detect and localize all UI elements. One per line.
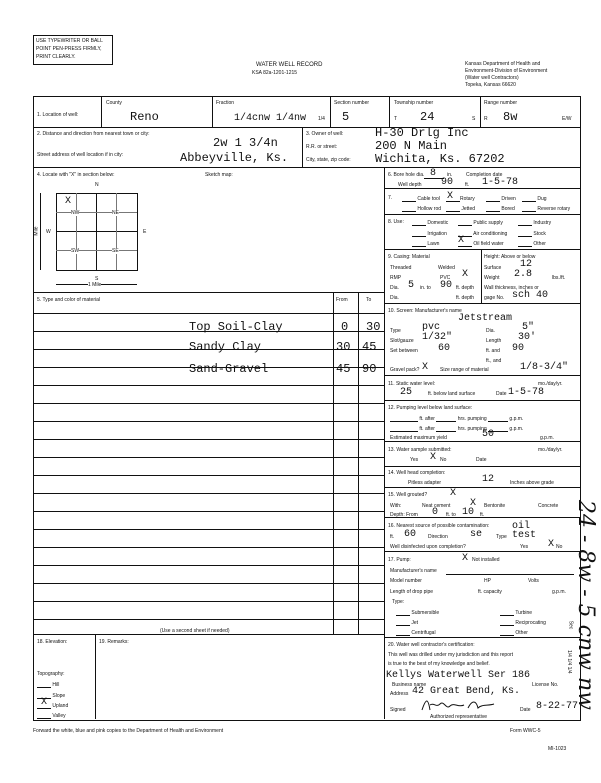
pumping-label: 12. Pumping level below land surface: — [388, 405, 473, 411]
head-value: 12 — [482, 474, 495, 485]
topo-label: Topography: — [37, 671, 65, 677]
pump-mfr: Manufacturer's name — [390, 568, 437, 574]
pump-ft-capacity: ft. capacity — [478, 589, 502, 595]
township-label: Township number — [394, 100, 434, 106]
pitless-label: Pitless adapter — [408, 480, 442, 486]
sample-yes: Yes — [410, 457, 419, 463]
contam-ft: ft. — [390, 534, 395, 540]
material-row-1-from: 0 — [341, 320, 349, 334]
mile-label: Mile — [33, 226, 40, 236]
agency-line-1: Kansas Department of Health and — [465, 61, 541, 67]
elevation-label: 18. Elevation: — [37, 639, 68, 645]
auth-label: Authorized representative — [430, 714, 487, 720]
surface-value: 12 — [520, 259, 533, 270]
size-value: 1/8-3/4" — [520, 362, 569, 373]
casing-dia: 5 — [408, 280, 415, 291]
weight-label: Weight — [484, 275, 500, 281]
head-label: 14. Well head completion: — [388, 470, 446, 476]
section-value: 5 — [342, 110, 350, 124]
pump-gpm: g.p.m. — [552, 589, 566, 595]
range-r: R — [484, 116, 488, 122]
screen-label: 10. Screen: Manufacturer's name — [388, 308, 462, 314]
use-lawn: Lawn — [412, 240, 439, 247]
business-label: Business name — [392, 682, 427, 688]
locate-label: 4. Locate with "X" in section below: — [37, 172, 115, 178]
margin-handwriting: 24 - 8w - 5 cnw nw — [573, 500, 598, 710]
topo-slope: Slope — [37, 692, 65, 699]
dia2-label: Dia. — [390, 295, 399, 301]
township-t: T — [394, 116, 398, 122]
county-label: County — [106, 100, 122, 106]
height-label: Height: Above or below — [484, 254, 536, 260]
address-label: Address — [390, 691, 409, 697]
notice-line-3: PRINT CLEARLY. — [36, 54, 76, 60]
pump-label: 17. Pump: — [388, 557, 411, 563]
static-date-label: Date — [496, 391, 507, 397]
topo-valley: Valley — [37, 712, 66, 719]
use-public: Public supply — [458, 219, 503, 226]
weight-value: 2.8 — [514, 269, 533, 280]
ft-depth-2-label: ft. depth — [456, 295, 475, 301]
one-mile-label: 1 Mile — [88, 282, 102, 288]
ft-and-2-label: ft., and — [486, 358, 502, 364]
depth-label: Well depth — [398, 182, 422, 188]
gage-value: sch 40 — [512, 290, 549, 301]
from-label: From — [336, 297, 348, 303]
signed-label: Signed — [390, 707, 406, 713]
form-frame — [33, 96, 581, 721]
section-label: Section number — [334, 100, 370, 106]
rmp-label: RMP — [390, 275, 402, 281]
sample-date: Date — [476, 457, 487, 463]
use-industry: Industry — [518, 219, 551, 226]
fraction-label: Fraction — [216, 100, 235, 106]
set-label: Set between — [390, 348, 418, 354]
material-row-2-to: 45 — [362, 340, 377, 354]
to-label: To — [366, 297, 372, 303]
static-date: 1-5-78 — [508, 387, 545, 398]
grout-neat: Neat cement — [422, 503, 451, 509]
size-label: Size range of material — [440, 367, 489, 373]
material-row-2: Sandy Clay — [189, 340, 262, 354]
bore-value: 8 — [430, 168, 437, 179]
notice-box — [33, 35, 113, 65]
contam-direction-label: Direction — [428, 534, 448, 540]
drilling-label: 7. — [388, 195, 393, 201]
cert-address: 42 Great Bend, Ks. — [412, 686, 521, 697]
agency-line-4: Topeka, Kansas 66620 — [465, 82, 516, 88]
pump-drop: Length of drop pipe — [390, 589, 434, 595]
casing-to: 90 — [440, 280, 453, 291]
pump-centrifugal: Centrifugal — [396, 629, 436, 636]
contam-type: oil test — [512, 521, 537, 541]
pump-not-installed: Not installed — [472, 557, 500, 563]
footer-forward: Forward the white, blue and pink copies to the Department of Health and Environment — [33, 728, 224, 734]
pump-hp: HP — [484, 578, 491, 584]
slot-label: Slot/gauze — [390, 338, 414, 344]
compass-w: W — [46, 229, 51, 235]
contam-direction: se — [470, 529, 483, 540]
sketch-label: Sketch map: — [205, 172, 233, 178]
distance-label: 2. Distance and direction from nearest town or city: — [37, 131, 150, 137]
fraction-tail: 1/4 — [318, 116, 325, 122]
margin-sec: Sec — [567, 620, 574, 630]
length-label: Length — [486, 338, 502, 344]
material-row-3-to: 90 — [362, 362, 377, 376]
pump-type: Type: — [392, 599, 405, 605]
static-mo: mo./day/yr. — [538, 381, 563, 387]
drill-jetted: Jetted — [446, 205, 475, 212]
rr-label: R.R. or street: — [306, 144, 338, 150]
cert-text-2: is true to the best of my knowledge and belief. — [388, 661, 490, 667]
sample-mark: X — [430, 452, 437, 463]
pump-other: Other — [500, 629, 528, 636]
cert-label: 20. Water well contractor's certification: — [388, 642, 475, 648]
township-s: S — [472, 116, 476, 122]
agency-line-2: Environment-Division of Environment — [465, 68, 548, 74]
depth-ft: ft. — [465, 182, 470, 188]
screen-dia: 5" — [522, 322, 535, 333]
grout-with: With: — [390, 503, 402, 509]
cert-date: 8-22-77 — [536, 701, 579, 712]
pump-submersible: Submersible — [396, 609, 439, 616]
fraction-value: 1/4cnw 1/4nw — [234, 113, 307, 124]
quad-ne: NE — [112, 210, 119, 216]
use-air: Air conditioning — [458, 230, 507, 237]
length-value: 30' — [518, 332, 537, 343]
materials-label: 5. Type and color of material — [37, 297, 100, 303]
topo-hill: Hill — [37, 681, 59, 688]
contam-label: 16. Nearest source of possible contamination: — [388, 523, 490, 529]
pumping-line-2: ft. after hrs. pumping g.p.m. — [390, 425, 523, 432]
cert-name: Kellys Waterwell Ser 186 — [386, 670, 531, 681]
ft-and-label: ft. and — [486, 348, 500, 354]
pump-mark: X — [462, 553, 469, 564]
quad-sw: SW — [71, 248, 80, 254]
drill-driven: Driven — [486, 195, 516, 202]
grouted-mark: X — [450, 488, 457, 499]
range-label: Range number — [484, 100, 518, 106]
static-below: ft. below land surface — [428, 391, 476, 397]
pumping-line-1: ft. after hrs. pumping g.p.m. — [390, 415, 523, 422]
footer-code: MI-1023 — [548, 746, 567, 752]
quad-mark: X — [65, 196, 72, 207]
screen-type-label: Type — [390, 328, 401, 334]
gravel-mark: X — [422, 362, 429, 373]
bore-in: in. — [447, 172, 453, 178]
disinfected-yes: Yes — [520, 544, 529, 550]
material-row-3: Sand-Gravel — [189, 362, 269, 376]
weight-unit: lbs./ft. — [552, 275, 566, 281]
pump-model: Model number — [390, 578, 422, 584]
range-value: 8w — [503, 110, 518, 124]
dia-label: Dia. — [390, 285, 399, 291]
street-value: Abbeyville, Ks. — [180, 151, 289, 165]
completion-date: 1-5-78 — [482, 177, 519, 188]
license-label: License No. — [532, 682, 559, 688]
use-label: 8. Use: — [388, 219, 404, 225]
use-irrigation: Irrigation — [412, 230, 447, 237]
drill-hollow: Hollow rod — [402, 205, 441, 212]
sample-no: No — [440, 457, 447, 463]
city-label: City, state, zip code: — [306, 157, 351, 163]
screen-name: Jetstream — [458, 313, 513, 324]
grout-from: 0 — [432, 507, 439, 518]
drill-cable: Cable tool — [402, 195, 440, 202]
owner-city: Wichita, Ks. 67202 — [375, 152, 505, 166]
owner-street: 200 N Main — [375, 139, 448, 153]
welded-label: Welded — [438, 265, 455, 271]
margin-quarters: 1/4 1/4 1/4 — [566, 650, 572, 674]
wall-label: Wall thickness, inches or — [484, 285, 539, 291]
threaded-label: Threaded — [390, 265, 412, 271]
form-ksa: KSA 82a-1201-1215 — [252, 70, 298, 76]
screen-dia-label: Dia. — [486, 328, 495, 334]
material-row-2-from: 30 — [336, 340, 351, 354]
contam-ft-value: 60 — [404, 529, 417, 540]
use-domestic: Domestic — [412, 219, 448, 226]
disinfected-no: No — [556, 544, 563, 550]
static-label: 11. Static water level: — [388, 381, 436, 387]
depth-value: 90 — [441, 177, 454, 188]
surface-label: Surface — [484, 265, 502, 271]
drill-rotary: Rotary — [446, 195, 475, 202]
use-stock: Stock — [518, 230, 546, 237]
bore-label: 6. Bore hole dia. — [388, 172, 425, 178]
pump-jet: Jet — [396, 619, 418, 626]
use-oil: Oil field water — [458, 240, 504, 247]
compass-e: E — [143, 229, 147, 235]
grout-to: 10 — [462, 507, 475, 518]
street-label: Street address of well location if in city: — [37, 152, 124, 158]
material-row-1-to: 30 — [366, 320, 381, 334]
grout-depth: Depth: From — [390, 512, 418, 518]
ft-depth-label: ft. depth — [456, 285, 475, 291]
disinfected-mark: X — [548, 539, 555, 550]
remarks-label: 19. Remarks: — [99, 639, 129, 645]
screen-type: pvc — [422, 322, 441, 333]
casing-label: 9. Casing: Material — [388, 254, 430, 260]
est-label: Estimated maximum yield — [390, 435, 447, 441]
footer-form: Form WWC-5 — [510, 728, 541, 734]
drill-reverse: Reverse rotary — [522, 205, 570, 212]
signature — [418, 696, 504, 714]
owner-name: H-30 Drlg Inc — [375, 126, 469, 140]
agency-line-3: (Water well Contractors) — [465, 75, 519, 81]
set-to: 90 — [512, 343, 525, 354]
quad-se: SE — [112, 248, 119, 254]
compass-s: S — [95, 276, 99, 282]
contam-type-label: Type — [496, 534, 507, 540]
compass-n: N — [95, 182, 99, 188]
distance-value: 2w 1 3/4n — [213, 136, 278, 150]
owner-label: 3. Owner of well: — [306, 131, 344, 137]
material-row-1: Top Soil-Clay — [189, 320, 283, 334]
static-value: 25 — [400, 387, 413, 398]
county-value: Reno — [130, 110, 159, 124]
use-mark: X — [458, 235, 465, 246]
second-sheet-note: (Use a second sheet if needed) — [160, 628, 230, 634]
sample-mo: mo./day/yr. — [538, 447, 563, 453]
quad-nw: NW — [71, 210, 80, 216]
pump-turbine: Turbine — [500, 609, 532, 616]
in-to-label: in. to — [420, 285, 431, 291]
form-title: WATER WELL RECORD — [256, 62, 323, 68]
drill-dug: Dug — [522, 195, 547, 202]
sample-label: 13. Water sample submitted: — [388, 447, 452, 453]
range-ew: E/W — [562, 116, 572, 122]
pvc-mark: X — [462, 269, 469, 280]
est-gpm: g.p.m. — [540, 435, 554, 441]
topo-mark: X — [41, 697, 48, 708]
completion-label: Completion date — [466, 172, 503, 178]
pump-reciprocating: Reciprocating — [500, 619, 546, 626]
township-value: 24 — [420, 110, 435, 124]
notice-line-2: POINT PEN-PRESS FIRMLY, — [36, 46, 102, 52]
drill-bored: Bored — [486, 205, 515, 212]
cert-date-label: Date — [520, 707, 531, 713]
use-other: Other — [518, 240, 546, 247]
head-inches: Inches above grade — [510, 480, 554, 486]
slot-value: 1/32" — [422, 332, 453, 343]
est-value: 50 — [482, 429, 495, 440]
cert-text-1: This well was drilled under my jurisdiction and this report — [388, 652, 514, 658]
grout-bentonite: Bentonite — [484, 503, 506, 509]
grout-ft-to: ft. to — [446, 512, 456, 518]
drill-mark: X — [447, 191, 454, 202]
disinfected-label: Well disinfected upon completion? — [390, 544, 466, 550]
grouted-label: 15. Well grouted? — [388, 492, 428, 498]
set-from: 60 — [438, 343, 451, 354]
gage-label: gage No. — [484, 295, 505, 301]
grout-neat-mark: X — [470, 498, 477, 509]
gravel-label: Gravel pack? — [390, 367, 420, 373]
topo-upland: Upland — [37, 702, 68, 709]
pvc-label: PVC — [440, 275, 451, 281]
grout-ft: ft. — [480, 512, 485, 518]
grout-concrete: Concrete — [538, 503, 559, 509]
material-row-3-from: 45 — [336, 362, 351, 376]
notice-line-1: USE TYPEWRITER OR BALL — [36, 38, 103, 44]
pump-volts: Volts — [528, 578, 539, 584]
location-label: 1. Location of well: — [37, 112, 79, 118]
